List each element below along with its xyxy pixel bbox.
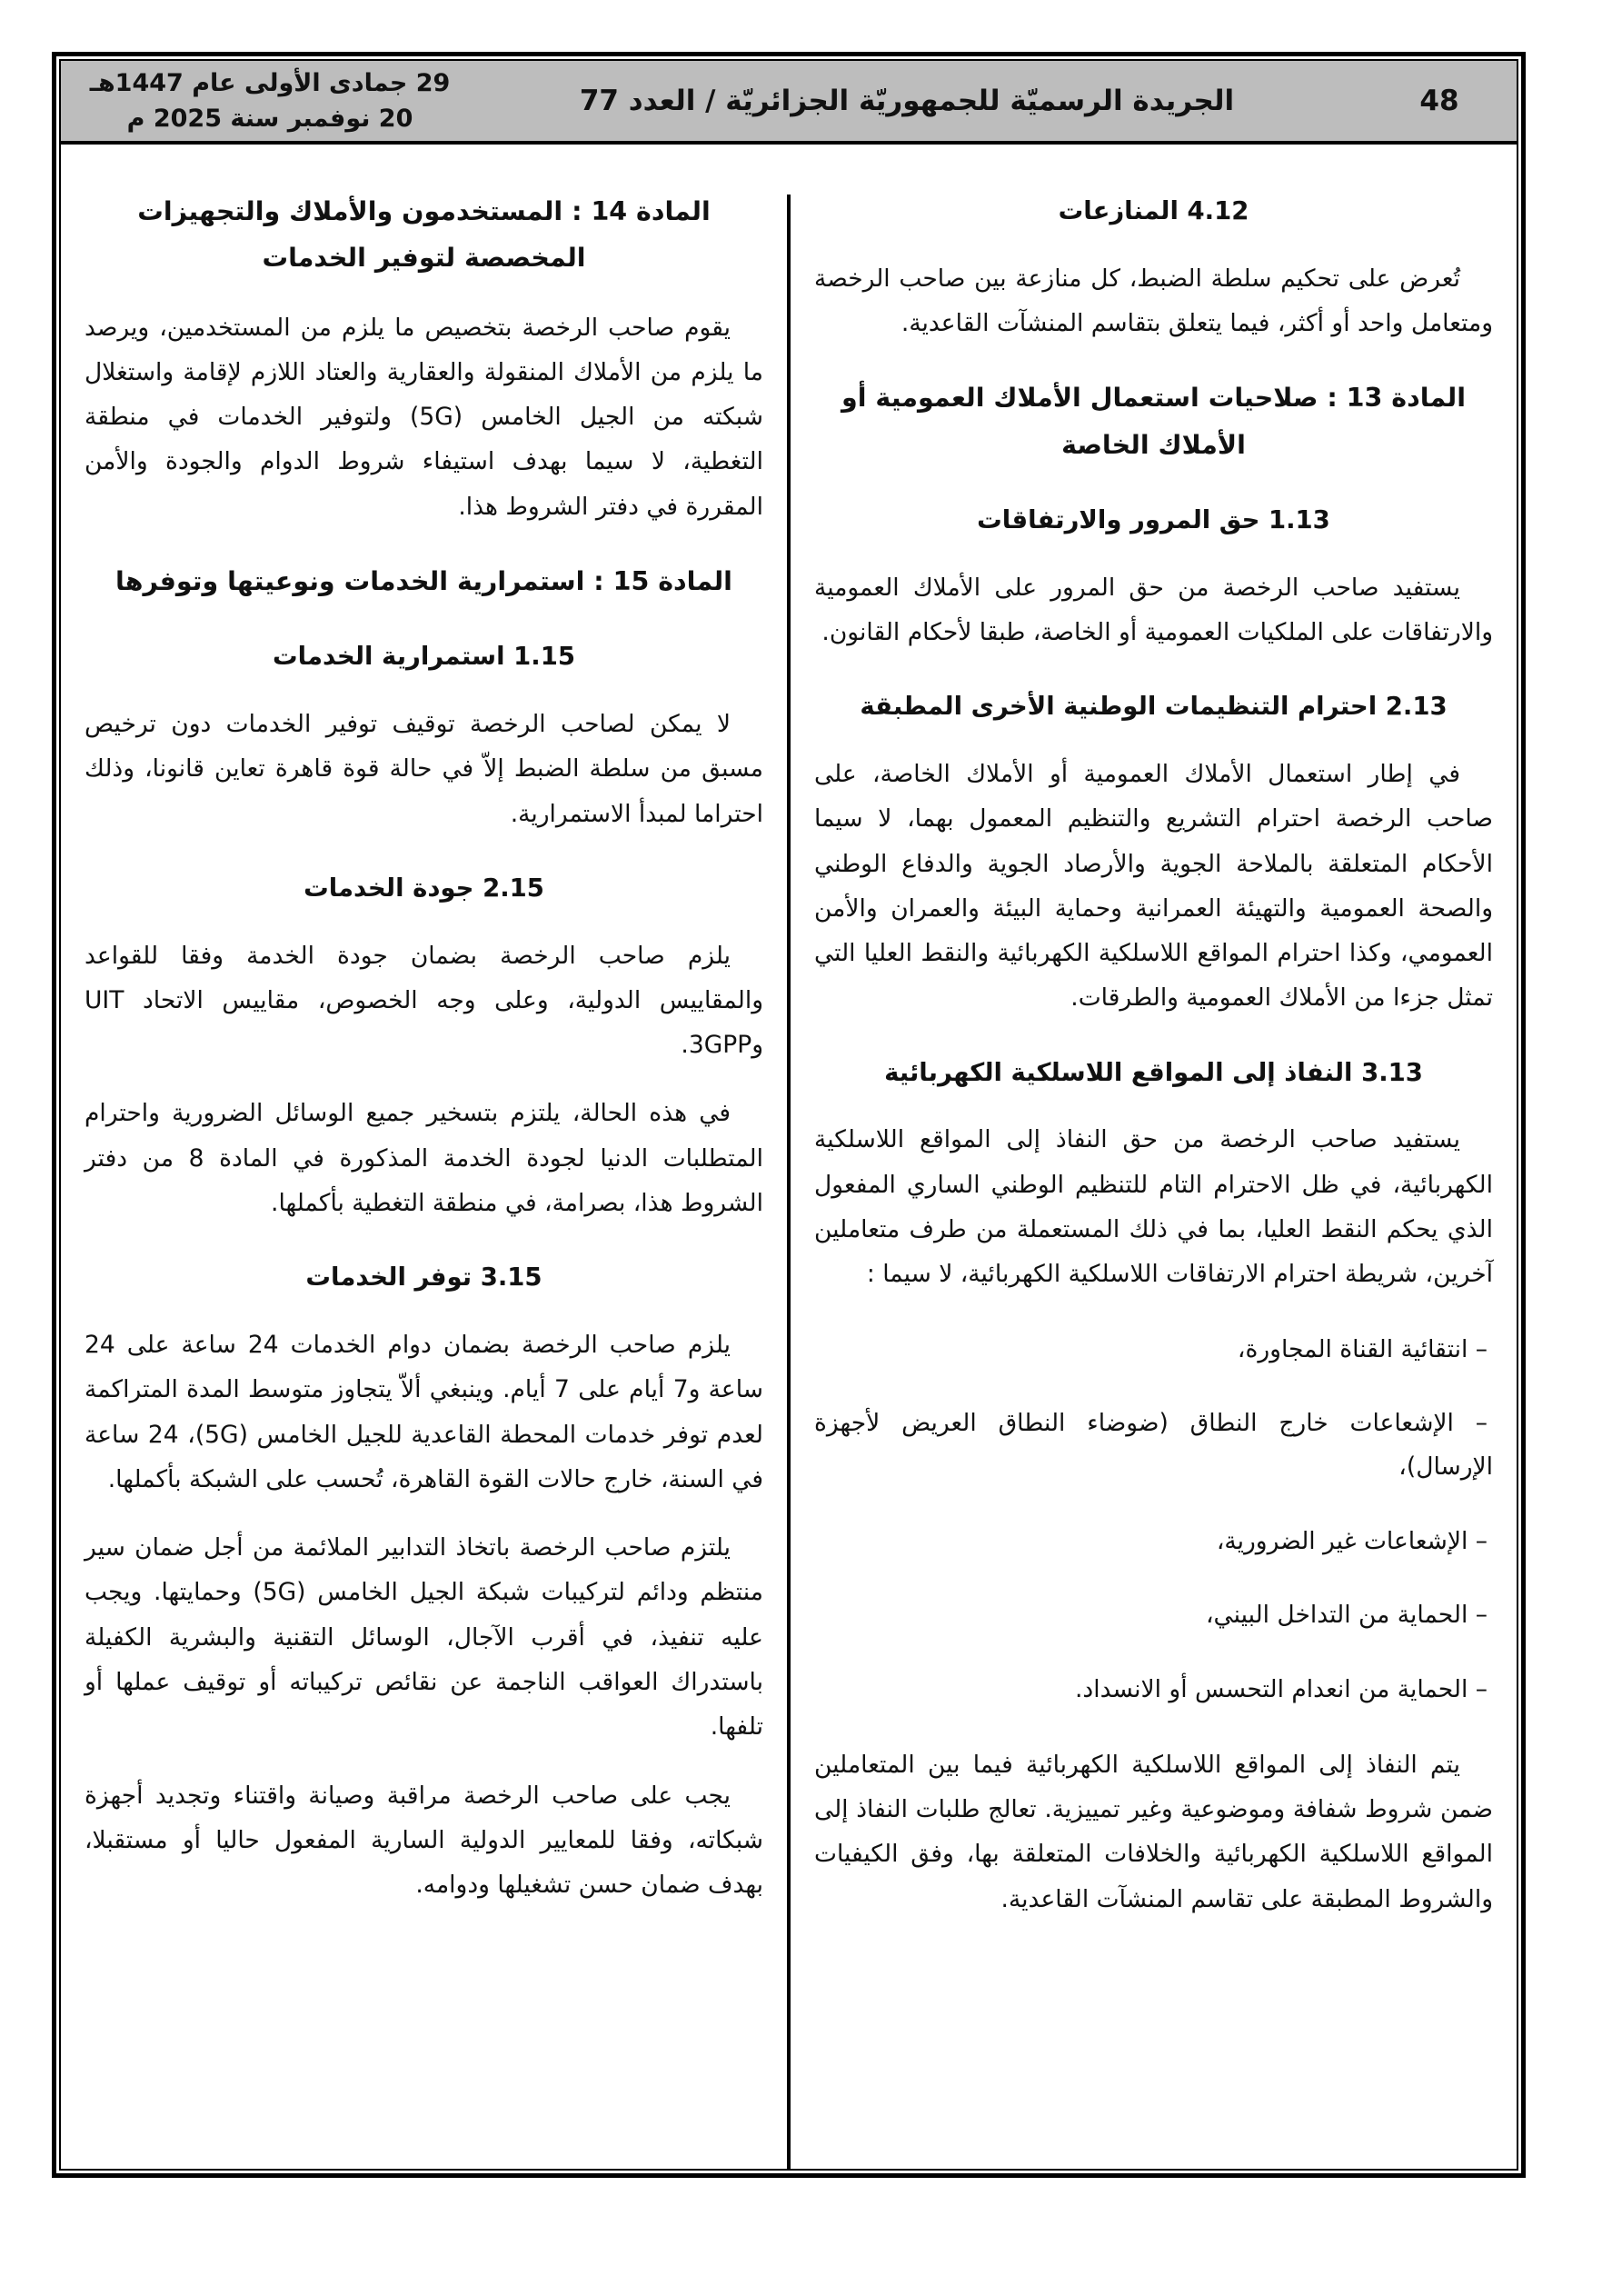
section-subheading: 3.15 توفر الخدمات [305,1263,542,1293]
paragraph: يلزم صاحب الرخصة بضمان دوام الخدمات 24 ساعة على 24 ساعة و7 أيام على 7 أيام. وينبغي ألاّ يتجاوز متوسط المدة المتراكمة لعدم توفر خدمات المحطة القاعدية للجيل الخامس (5G)، 24 ساعة في السنة، خارج حالات القوة القاهرة، تُحسب على الشبكة بأكملها. [85,1331,763,1493]
date-gregorian: 20 نوفمبر سنة 2025 م [126,105,413,133]
paragraph: تُعرض على تحكيم سلطة الضبط، كل منازعة بين صاحب الرخصة ومتعامل واحد أو أكثر، فيما يتعلق بتقاسم المنشآت القاعدية. [814,264,1493,338]
paragraph: في إطار استعمال الأملاك العمومية أو الأملاك الخاصة، على صاحب الرخصة احترام التشريع والتنظيم المعمول بهما، لا سيما الأحكام المتعلقة بالملاحة الجوية والأرصاد الجوية والدفاع الوطني والصحة العمومية والتهيئة العمرانية وحماية البيئة والعمران والأمن العمومي، وكذا احترام المواقع اللاسلكية الكهربائية والنقط العليا التي تمثل جزءا من الأملاك العمومية والطرقات. [814,759,1493,1013]
page-content [61,145,1517,2169]
article-heading: المادة 15 : استمرارية الخدمات ونوعيتها وتوفرها [115,566,732,596]
section-subheading: 2.15 جودة الخدمات [304,873,544,903]
paragraph: لا يمكن لصاحب الرخصة توقيف توفير الخدمات دون ترخيص مسبق من سلطة الضبط إلاّ في حالة قوة قاهرة تعاين قانونا، وذلك احتراما لمبدأ الاستمرارية. [85,710,763,828]
paragraph: يقوم صاحب الرخصة بتخصيص ما يلزم من المستخدمين، ويرصد ما يلزم من الأملاك المنقولة والعقارية والعتاد اللازم لإقامة واستغلال شبكته من الجيل الخامس (5G) ولتوفير الخدمات في منطقة التغطية، لا سيما بهدف استيفاء شروط الدوام والجودة والأمن المقررة في دفتر الشروط هذا. [85,313,763,521]
column-divider [787,195,791,2169]
page-frame [52,52,1526,2178]
section-subheading: 1.15 استمرارية الخدمات [273,642,575,672]
date-hijri: 29 جمادى الأولى عام 1447هـ [89,68,451,97]
list-item: – الإشعاعات خارج النطاق (ضوضاء النطاق العريض لأجهزة الإرسال)، [814,1409,1493,1481]
article-heading: المادة 14 : المستخدمون والأملاك والتجهيزات المخصصة لتوفير الخدمات [137,196,711,274]
article-heading: المادة 13 : صلاحيات استعمال الأملاك العمومية أو الأملاك الخاصة [841,383,1466,460]
section-subheading: 2.13 احترام التنظيمات الوطنية الأخرى المطبقة [860,692,1448,722]
paragraph: في هذه الحالة، يلتزم بتسخير جميع الوسائل الضرورية واحترام المتطلبات الدنيا لجودة الخدمة المذكورة في المادة 8 من دفتر الشروط هذا، بصرامة، في منطقة التغطية بأكملها. [85,1099,763,1218]
page-frame-inner [59,59,1518,2171]
paragraph: يستفيد صاحب الرخصة من حق المرور على الأملاك العمومية والارتفاقات على الملكيات العمومية أو الخاصة، طبقا لأحكام القانون. [814,573,1493,646]
list-item: – الحماية من انعدام التحسس أو الانسداد. [1075,1674,1488,1703]
section-subheading: 4.12 المنازعات [1058,196,1249,225]
masthead [61,61,1517,145]
paragraph: يلزم صاحب الرخصة بضمان جودة الخدمة وفقا للقواعد والمقاييس الدولية، وعلى وجه الخصوص، مقاييس الاتحاد UIT و3GPP. [85,941,763,1060]
list-item: – الإشعاعات غير الضرورية، [1216,1526,1488,1555]
list-item: – انتقائية القناة المجاورة، [1237,1334,1488,1363]
list-item: – الحماية من التداخل البيني، [1205,1601,1488,1630]
paragraph: يتم النفاذ إلى المواقع اللاسلكية الكهربائية فيما بين المتعاملين ضمن شروط شفافة وموضوعية وغير تمييزية. تعالج طلبات النفاذ إلى المواقع اللاسلكية الكهربائية والخلافات المتعلقة بها، وفق الكيفيات والشروط المطبقة على تقاسم المنشآت القاعدية. [814,1750,1493,1913]
column-left [61,145,787,2169]
section-subheading: 1.13 حق المرور والارتفاقات [977,504,1330,534]
paragraph: يلتزم صاحب الرخصة باتخاذ التدابير الملائمة من أجل ضمان سير منتظم ودائم لتركيبات شبكة الجيل الخامس (5G) وحمايتها. ويجب عليه تنفيذ، في أقرب الآجال، الوسائل التقنية والبشرية الكفيلة باستدراك العواقب الناجمة عن نقائص تركيباته أو توقيف عملها أو تلفها. [85,1533,763,1742]
paragraph: يستفيد صاحب الرخصة من حق النفاذ إلى المواقع اللاسلكية الكهربائية، في ظل الاحترام التام للتنظيم الوطني الساري المفعول الذي يحكم النقط العليا، بما في ذلك المستعملة من طرف متعاملين آخرين، شريطة احترام الارتفاقات اللاسلكية الكهربائية، لا سيما : [814,1125,1493,1289]
column-right [791,145,1517,2169]
page-number: 48 [1419,85,1459,117]
section-subheading: 3.13 النفاذ إلى المواقع اللاسلكية الكهربائية [884,1057,1423,1087]
paragraph: يجب على صاحب الرخصة مراقبة وصيانة واقتناء وتجديد أجهزة شبكاته، وفقا للمعايير الدولية السارية المفعول حاليا أو مستقبلا، بهدف ضمان حسن تشغيلها ودوامه. [85,1781,763,1900]
gazette-title: الجريدة الرسميّة للجمهوريّة الجزائريّة / العدد 77 [579,85,1235,117]
issue-dates [61,65,452,136]
